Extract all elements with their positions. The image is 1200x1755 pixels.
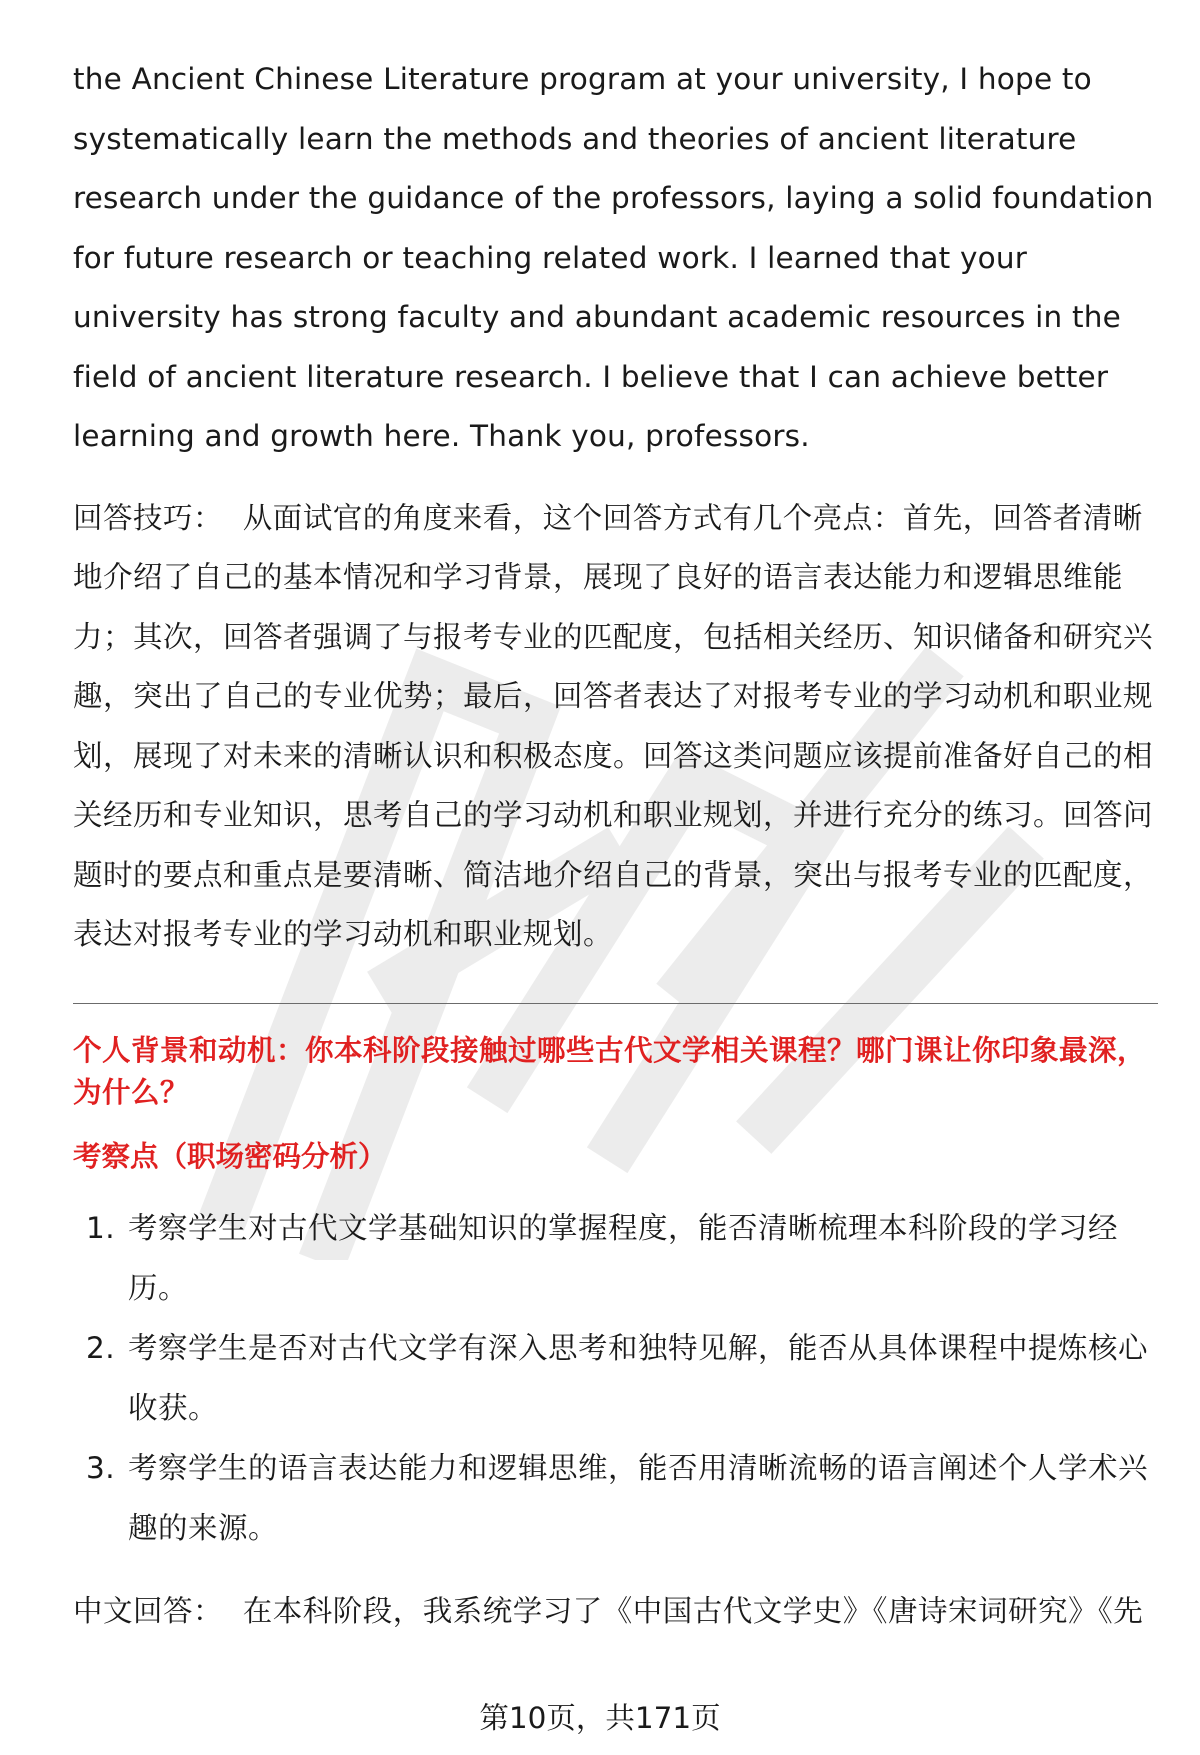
chinese-answer-text: 在本科阶段，我系统学习了《中国古代文学史》《唐诗宋词研究》《先 (242, 1593, 1144, 1628)
list-item-number: 3. (86, 1450, 116, 1485)
list-item-number: 1. (86, 1210, 116, 1245)
assessment-points-heading: 考察点（职场密码分析） (73, 1139, 387, 1173)
list-item-number: 2. (86, 1330, 116, 1365)
document-page (73, 50, 1158, 1641)
answer-tips-text: 从面试官的角度来看，这个回答方式有几个亮点：首先，回答者清晰地介绍了自己的基本情况和学习背景，展现了良好的语言表达能力和逻辑思维能力；其次，回答者强调了与报考专业的匹配度，包括相关经历、知识储备和研究兴趣，突出了自己的专业优势；最后，回答者表达了对报考专业的学习动机和职业规划，展现了对未来的清晰认识和积极态度。回答这类问题应该提前准备好自己的相关经历和专业知识，思考自己的学习动机和职业规划，并进行充分的练习。回答问题时的要点和重点是要清晰、简洁地介绍自己的背景，突出与报考专业的匹配度，表达对报考专业的学习动机和职业规划。 (73, 500, 1154, 951)
list-item-text: 考察学生对古代文学基础知识的掌握程度，能否清晰梳理本科阶段的学习经历。 (128, 1210, 1119, 1305)
list-item (73, 1318, 1158, 1438)
chinese-answer-label: 中文回答： (73, 1593, 224, 1628)
answer-tips-label: 回答技巧： (73, 500, 224, 535)
question-heading: 个人背景和动机：你本科阶段接触过哪些古代文学相关课程？哪门课让你印象最深，为什么？ (73, 1033, 1147, 1109)
chinese-answer-paragraph (73, 1582, 1158, 1642)
list-item-text: 考察学生是否对古代文学有深入思考和独特见解，能否从具体课程中提炼核心收获。 (128, 1330, 1149, 1425)
list-item-text: 考察学生的语言表达能力和逻辑思维，能否用清晰流畅的语言阐述个人学术兴趣的来源。 (128, 1450, 1149, 1545)
assessment-points-list (73, 1198, 1158, 1558)
answer-tips-paragraph (73, 489, 1158, 965)
list-item (73, 1198, 1158, 1318)
list-item (73, 1438, 1158, 1558)
english-answer-paragraph: the Ancient Chinese Literature program at your university, I hope to systematically learn the methods and theories of ancient literature research under the guidance of the professors, laying a solid foundation for future research or teaching related work. I learned that your university has strong faculty and abundant academic resources in the field of ancient literature research. I believe that I can achieve better learning and growth here. Thank you, professors. (73, 62, 1154, 453)
section-divider (73, 1003, 1158, 1004)
page-number: 第10页，共171页 (479, 1701, 721, 1735)
